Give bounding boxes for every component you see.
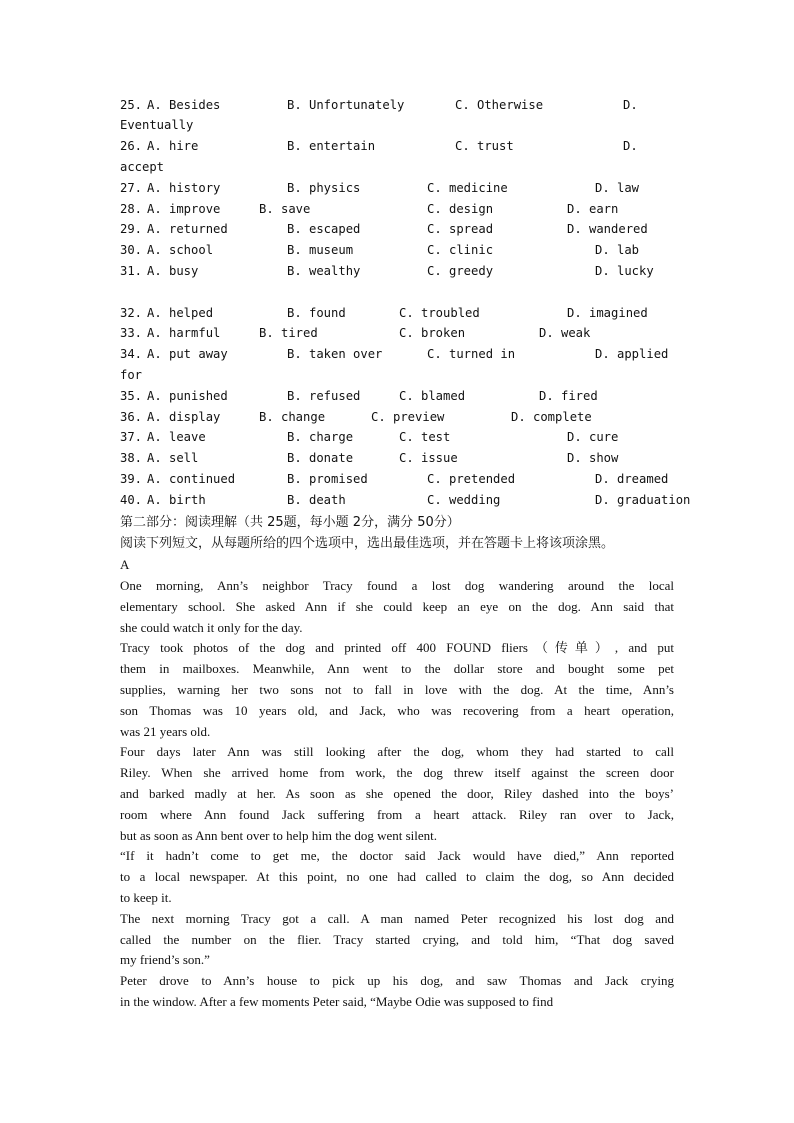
- passage-line: she could watch it only for the day.: [120, 619, 303, 635]
- option-c: C. medicine: [427, 181, 508, 195]
- option-a: A. Besides: [147, 98, 221, 112]
- option-d: D. imagined: [567, 306, 648, 320]
- passage-line: but as soon as Ann bent over to help him the dog went silent.: [120, 827, 438, 843]
- question-number: 36.: [120, 410, 143, 424]
- passage-line: The next morning Tracy got a call. A man named Peter recognized his lost dog and: [120, 910, 674, 926]
- instructions: 阅读下列短文，从每题所给的四个选项中，选出最佳选项，并在答题卡上将该项涂黑。: [120, 536, 615, 551]
- option-a: A. returned: [147, 222, 228, 236]
- passage-line: my friend’s son.”: [120, 952, 210, 968]
- option-b: B. promised: [287, 472, 368, 486]
- passage-line: Four days later Ann was still looking after the dog, whom they had started to call: [120, 744, 674, 760]
- option-c: C. preview: [371, 410, 445, 424]
- question-number: 27.: [120, 181, 143, 195]
- option-b: B. museum: [287, 243, 354, 257]
- option-c: C. blamed: [399, 389, 466, 403]
- option-d: D. cure: [567, 430, 619, 444]
- option-d: D. fired: [539, 389, 598, 403]
- passage-line: Tracy took photos of the dog and printed off 400 FOUND fliers（传单）, and put: [120, 640, 674, 656]
- option-c: C. test: [399, 430, 451, 444]
- option-a: A. hire: [147, 139, 199, 153]
- question-number: 28.: [120, 202, 143, 216]
- question-number: 39.: [120, 472, 143, 486]
- option-d: D. wandered: [567, 222, 648, 236]
- option-a: A. birth: [147, 493, 206, 507]
- option-a: A. school: [147, 243, 214, 257]
- option-d: D. lucky: [595, 264, 654, 278]
- question-number: 38.: [120, 451, 143, 465]
- option-d: D. earn: [567, 202, 619, 216]
- option-d: D. applied: [595, 347, 669, 361]
- option-c: C. trust: [455, 139, 514, 153]
- option-d: D.: [623, 139, 638, 153]
- option-a: A. put away: [147, 347, 228, 361]
- option-b: B. tired: [259, 326, 318, 340]
- option-d: D.: [623, 98, 638, 112]
- option-c: C. issue: [399, 451, 458, 465]
- option-a: A. busy: [147, 264, 199, 278]
- passage-line: and barked madly at her. As soon as she opened the door, Riley dashed into the boys’: [120, 786, 674, 801]
- passage-line: supplies, warning her two sons not to fall in love with the dog. At the time, Ann’s: [120, 682, 674, 697]
- option-d: D. lab: [595, 243, 640, 257]
- question-number: 40.: [120, 493, 143, 507]
- passage-line: room where Ann found Jack suffering from a heart attack. Riley ran over to Jack,: [120, 806, 674, 822]
- option-b: B. wealthy: [287, 264, 361, 278]
- option-c: C. pretended: [427, 472, 516, 486]
- option-a: A. leave: [147, 430, 206, 444]
- passage-line: elementary school. She asked Ann if she could keep an eye on the dog. Ann said that: [120, 598, 674, 614]
- question-number: 25.: [120, 98, 143, 112]
- option-a: A. history: [147, 181, 221, 195]
- passage-line: Peter drove to Ann’s house to pick up his dog, and saw Thomas and Jack crying: [120, 973, 674, 989]
- option-d-wrap: for: [120, 368, 143, 382]
- option-d-wrap: Eventually: [120, 118, 194, 132]
- option-d: D. dreamed: [595, 472, 669, 486]
- option-c: C. wedding: [427, 493, 501, 507]
- option-a: A. display: [147, 410, 221, 424]
- question-number: 35.: [120, 389, 143, 403]
- question-number: 26.: [120, 139, 143, 153]
- passage-line: called the number on the flier. Tracy started crying, and told him, “That dog saved: [120, 931, 674, 947]
- option-c: C. spread: [427, 222, 494, 236]
- option-b: B. death: [287, 493, 346, 507]
- option-b: B. entertain: [287, 139, 376, 153]
- passage-line: One morning, Ann’s neighbor Tracy found a lost dog wandering around the local: [120, 578, 674, 593]
- section-heading: 第二部分：阅读理解（共 25题，每小题 2分，满分 50分）: [120, 515, 460, 530]
- option-d: D. show: [567, 451, 619, 465]
- option-b: B. refused: [287, 389, 361, 403]
- option-a: A. continued: [147, 472, 236, 486]
- option-b: B. change: [259, 410, 326, 424]
- passage-line: them in mailboxes. Meanwhile, Ann went to the dollar store and bought some pet: [120, 661, 674, 677]
- option-a: A. improve: [147, 202, 221, 216]
- option-a: A. punished: [147, 389, 228, 403]
- question-number: 31.: [120, 264, 143, 278]
- option-b: B. escaped: [287, 222, 361, 236]
- option-b: B. Unfortunately: [287, 98, 405, 112]
- option-c: C. clinic: [427, 243, 494, 257]
- passage-line: was 21 years old.: [120, 723, 211, 739]
- passage-line: son Thomas was 10 years old, and Jack, who was recovering from a heart operation,: [120, 702, 674, 718]
- question-number: 29.: [120, 222, 143, 236]
- option-b: B. charge: [287, 430, 354, 444]
- option-d: D. graduation: [595, 493, 691, 507]
- option-b: B. found: [287, 306, 346, 320]
- option-c: C. broken: [399, 326, 466, 340]
- option-c: C. design: [427, 202, 494, 216]
- passage-label: A: [120, 557, 130, 572]
- option-b: B. taken over: [287, 347, 383, 361]
- option-d: D. complete: [511, 410, 592, 424]
- passage-line: to keep it.: [120, 890, 172, 905]
- question-number: 33.: [120, 326, 143, 340]
- option-b: B. save: [259, 202, 311, 216]
- option-c: C. Otherwise: [455, 98, 544, 112]
- option-d-wrap: accept: [120, 160, 165, 174]
- question-number: 30.: [120, 243, 143, 257]
- option-b: B. physics: [287, 181, 361, 195]
- question-number: 32.: [120, 306, 143, 320]
- option-c: C. troubled: [399, 306, 480, 320]
- question-number: 34.: [120, 347, 143, 361]
- option-c: C. turned in: [427, 347, 516, 361]
- question-number: 37.: [120, 430, 143, 444]
- option-a: A. sell: [147, 451, 199, 465]
- passage-line: in the window. After a few moments Peter said, “Maybe Odie was supposed to find: [120, 994, 554, 1009]
- option-d: D. law: [595, 181, 640, 195]
- option-a: A. helped: [147, 306, 214, 320]
- option-a: A. harmful: [147, 326, 221, 340]
- option-c: C. greedy: [427, 264, 494, 278]
- option-b: B. donate: [287, 451, 354, 465]
- passage-line: to a local newspaper. At this point, no one had called to claim the dog, so Ann decided: [120, 869, 674, 885]
- passage-line: “If it hadn’t come to get me, the doctor said Jack would have died,” Ann reported: [120, 848, 674, 864]
- passage-line: Riley. When she arrived home from work, the dog threw itself against the screen door: [120, 765, 674, 781]
- option-d: D. weak: [539, 326, 591, 340]
